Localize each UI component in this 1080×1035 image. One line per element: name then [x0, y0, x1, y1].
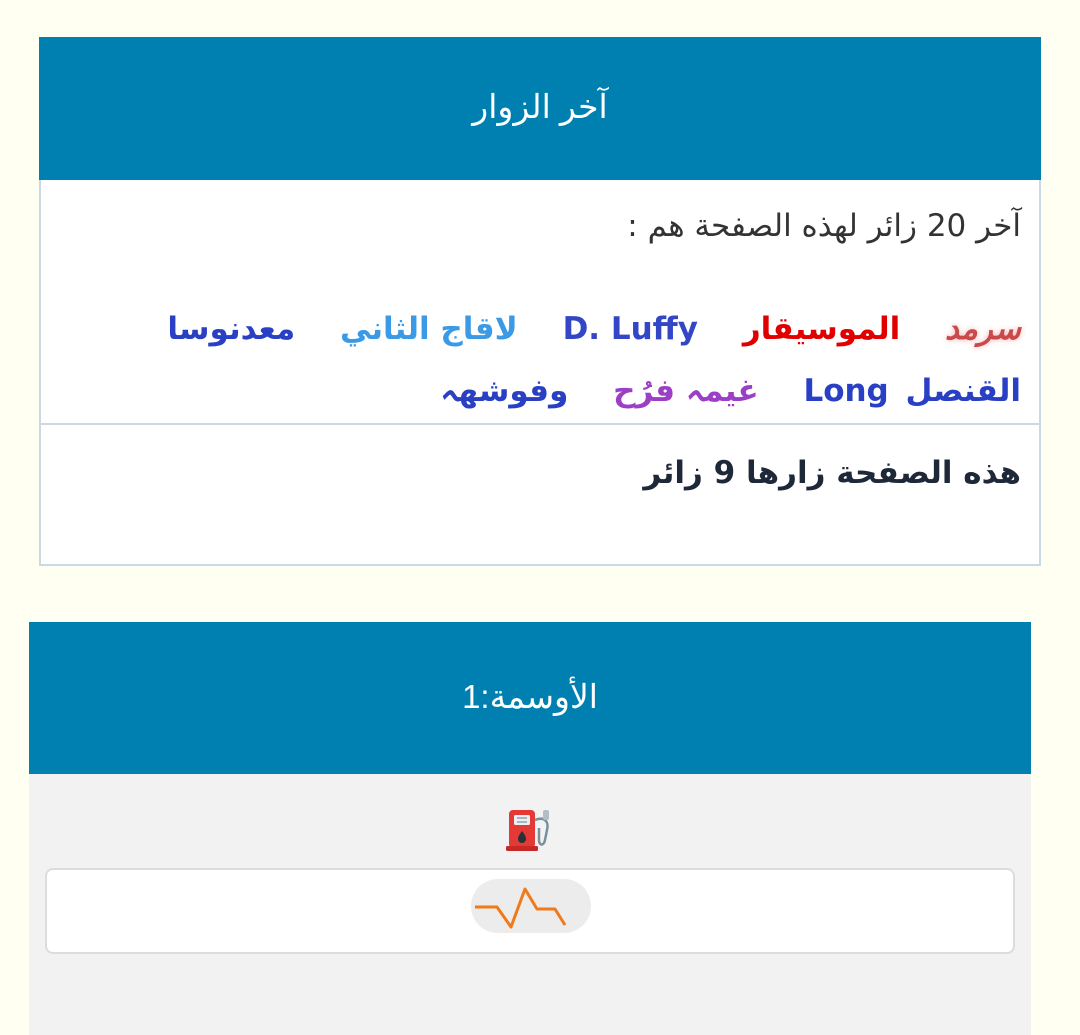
visit-count: هذه الصفحة زارها 9 زائر — [643, 455, 1021, 491]
visitor-names-list — [41, 298, 1039, 423]
visitors-intro: آخر 20 زائر لهذه الصفحة هم : — [627, 208, 1021, 244]
visitor-link[interactable]: الموسيقار — [742, 311, 901, 347]
badges-header: الأوسمة:1 — [29, 622, 1031, 774]
visitor-link[interactable]: غيمہ فرُح — [613, 373, 759, 409]
last-visitors-header: آخر الزوار — [39, 37, 1041, 180]
visitor-link[interactable]: لاقاج الثاني — [340, 311, 518, 347]
fuel-pump-icon — [29, 804, 1031, 854]
visitor-link[interactable]: Long — [803, 373, 889, 409]
visitor-link[interactable]: معدنوسا — [167, 311, 296, 347]
visitor-link[interactable]: D. Luffy — [562, 311, 699, 347]
heartbeat-icon[interactable] — [471, 879, 591, 933]
last-visitors-panel — [39, 37, 1041, 566]
badge-box — [45, 868, 1015, 954]
visitor-link[interactable]: سرمد — [945, 311, 1021, 347]
badges-panel — [29, 622, 1031, 1035]
visitor-link[interactable]: القنصل — [905, 373, 1021, 409]
visitor-link[interactable]: وفوشهہ — [440, 373, 569, 409]
